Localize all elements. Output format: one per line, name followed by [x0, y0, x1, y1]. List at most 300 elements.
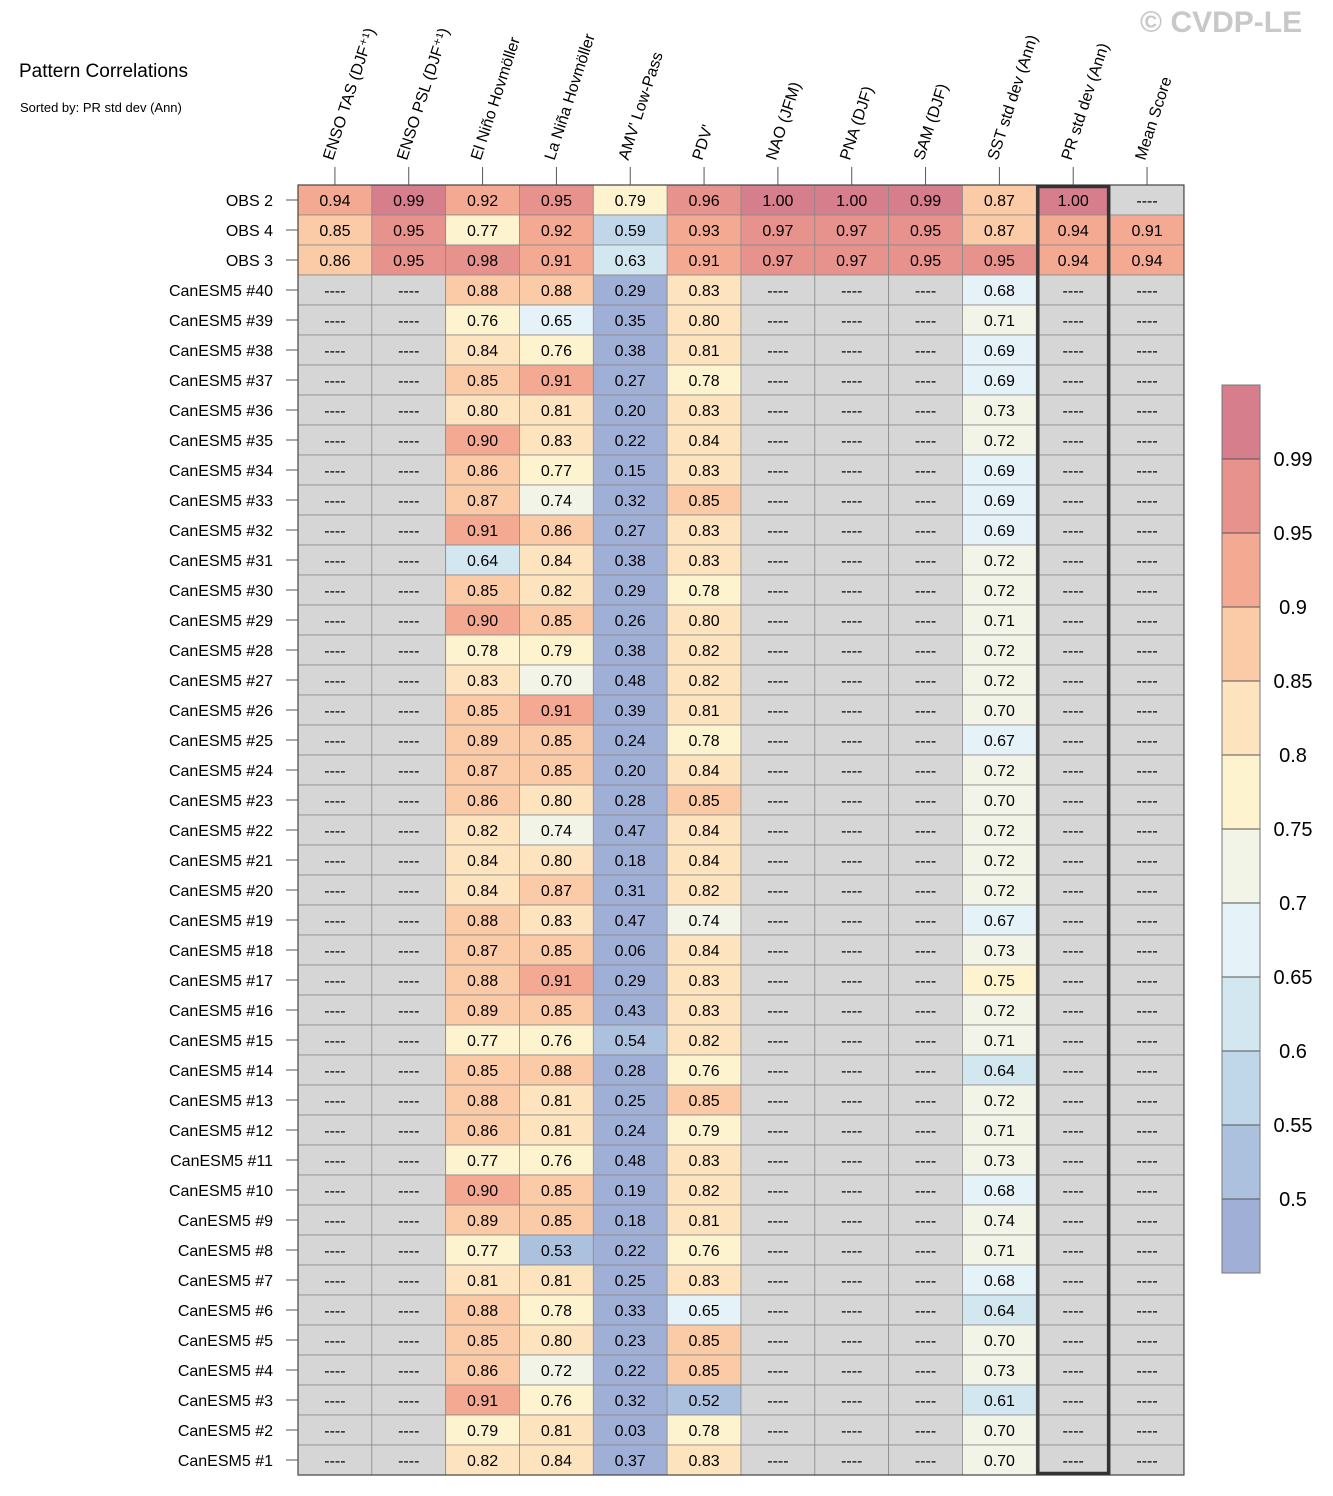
cell-value-label: ----: [1062, 883, 1084, 900]
cell-value-label: ----: [767, 973, 789, 990]
cell-value-label: ----: [841, 373, 863, 390]
cell-value-label: 0.54: [614, 1033, 646, 1050]
cell-value-label: ----: [398, 703, 420, 720]
cell-value-label: 0.87: [540, 883, 572, 900]
cell-value-label: ----: [324, 853, 346, 870]
cell-value-label: ----: [767, 403, 789, 420]
cell-value-label: ----: [324, 583, 346, 600]
cell-value-label: 1.00: [836, 193, 868, 210]
cell-value-label: ----: [324, 553, 346, 570]
cell-value-label: 0.68: [983, 1273, 1015, 1290]
row-label: CanESM5 #14: [168, 1063, 273, 1080]
cell-value-label: ----: [1062, 1123, 1084, 1140]
cell-value-label: ----: [1062, 1303, 1084, 1320]
cell-value-label: 1.00: [1057, 193, 1089, 210]
cell-value-label: ----: [324, 1063, 346, 1080]
cell-value-label: 0.85: [688, 793, 720, 810]
cell-value-label: 0.80: [688, 313, 720, 330]
cell-value-label: 0.27: [614, 373, 646, 390]
row-label: CanESM5 #23: [168, 793, 273, 810]
cell-value-label: ----: [767, 1303, 789, 1320]
cell-value-label: 0.24: [614, 733, 646, 750]
row-label: CanESM5 #37: [168, 373, 273, 390]
cell-value-label: ----: [841, 1273, 863, 1290]
cell-value-label: 0.97: [762, 253, 794, 270]
cell-value-label: ----: [841, 1033, 863, 1050]
cell-value-label: ----: [1136, 1303, 1158, 1320]
cell-value-label: ----: [1062, 1423, 1084, 1440]
cell-value-label: ----: [767, 1123, 789, 1140]
cell-value-label: 0.85: [467, 1063, 499, 1080]
colorbar-swatch: [1222, 385, 1260, 459]
cell-value-label: ----: [914, 1333, 937, 1350]
cell-value-label: ----: [398, 643, 420, 660]
cell-value-label: ----: [1062, 403, 1084, 420]
row-label: CanESM5 #33: [168, 493, 273, 510]
cell-value-label: 0.79: [688, 1123, 720, 1140]
cell-value-label: ----: [398, 553, 420, 570]
row-label: CanESM5 #29: [168, 613, 273, 630]
cell-value-label: 0.72: [983, 1003, 1015, 1020]
cell-value-label: ----: [1136, 733, 1158, 750]
cell-value-label: ----: [398, 943, 420, 960]
row-label: CanESM5 #3: [177, 1393, 273, 1410]
cell-value-label: 0.63: [614, 253, 646, 270]
cell-value-label: ----: [767, 553, 789, 570]
row-label: CanESM5 #22: [168, 823, 273, 840]
cell-value-label: ----: [324, 673, 346, 690]
cell-value-label: 0.73: [983, 943, 1015, 960]
cell-value-label: 0.69: [983, 523, 1015, 540]
row-label: CanESM5 #12: [168, 1123, 273, 1140]
cell-value-label: 0.85: [540, 733, 572, 750]
cell-value-label: ----: [914, 433, 937, 450]
cell-value-label: 0.88: [467, 283, 499, 300]
column-label: PNA (DJF): [837, 84, 878, 163]
cell-value-label: 0.85: [319, 223, 351, 240]
cell-value-label: 0.83: [688, 403, 720, 420]
cell-value-label: ----: [914, 343, 937, 360]
colorbar-tick-label: 0.99: [1273, 449, 1313, 471]
cell-value-label: ----: [841, 673, 863, 690]
cell-value-label: ----: [1062, 433, 1084, 450]
cell-value-label: 0.28: [614, 793, 646, 810]
cell-value-label: 0.80: [467, 403, 499, 420]
cell-value-label: ----: [324, 1213, 346, 1230]
cell-value-label: ----: [398, 793, 420, 810]
cell-value-label: 0.99: [393, 193, 425, 210]
row-label: CanESM5 #2: [177, 1423, 273, 1440]
cell-value-label: 0.95: [909, 223, 942, 240]
colorbar-swatch: [1222, 829, 1260, 903]
colorbar-tick-label: 0.55: [1273, 1115, 1313, 1137]
cell-value-label: ----: [398, 1303, 420, 1320]
cell-value-label: 0.83: [688, 1273, 720, 1290]
cell-value-label: ----: [1136, 283, 1158, 300]
cell-value-label: ----: [767, 283, 789, 300]
cell-value-label: ----: [841, 1003, 863, 1020]
cell-value-label: 0.84: [540, 1453, 572, 1470]
colorbar-swatch: [1222, 977, 1260, 1051]
cell-value-label: 0.19: [614, 1183, 646, 1200]
cell-value-label: ----: [914, 463, 937, 480]
cell-value-label: ----: [398, 973, 420, 990]
cell-value-label: ----: [398, 583, 420, 600]
cell-value-label: ----: [324, 883, 346, 900]
chart-title: Pattern Correlations: [19, 61, 188, 82]
cell-value-label: 0.31: [614, 883, 646, 900]
cell-value-label: 0.53: [540, 1243, 572, 1260]
row-label: CanESM5 #27: [168, 673, 273, 690]
cell-value-label: ----: [914, 283, 937, 300]
cell-value-label: ----: [841, 613, 863, 630]
cell-value-label: 0.47: [614, 823, 646, 840]
cell-value-label: ----: [1062, 1453, 1084, 1470]
row-label: CanESM5 #30: [168, 583, 273, 600]
cell-value-label: ----: [914, 1363, 937, 1380]
cell-value-label: ----: [398, 1063, 420, 1080]
cell-value-label: ----: [914, 793, 937, 810]
cell-value-label: ----: [841, 583, 863, 600]
cell-value-label: 0.83: [688, 523, 720, 540]
cell-value-label: ----: [767, 373, 789, 390]
cell-value-label: 0.20: [614, 763, 646, 780]
cell-value-label: ----: [767, 673, 789, 690]
colorbar-swatch: [1222, 681, 1260, 755]
cell-value-label: 0.91: [540, 373, 572, 390]
cell-value-label: ----: [1062, 313, 1084, 330]
cell-value-label: ----: [914, 583, 937, 600]
cell-value-label: ----: [1136, 1273, 1158, 1290]
cell-value-label: ----: [1136, 613, 1158, 630]
cell-value-label: 0.29: [614, 973, 646, 990]
cell-value-label: 0.84: [688, 763, 720, 780]
cell-value-label: ----: [398, 283, 420, 300]
cell-value-label: 0.82: [688, 643, 720, 660]
cell-value-label: ----: [1062, 1393, 1084, 1410]
cell-value-label: ----: [1136, 493, 1158, 510]
cell-value-label: 0.78: [688, 733, 720, 750]
cell-value-label: ----: [324, 1093, 346, 1110]
row-label: CanESM5 #31: [168, 553, 273, 570]
cell-value-label: 0.68: [983, 1183, 1015, 1200]
cell-value-label: ----: [767, 523, 789, 540]
cell-value-label: ----: [398, 913, 420, 930]
cell-value-label: ----: [1136, 943, 1158, 960]
row-label: CanESM5 #21: [168, 853, 273, 870]
cell-value-label: 0.84: [467, 853, 499, 870]
cell-value-label: ----: [1136, 313, 1158, 330]
column-label: Mean Score: [1132, 74, 1176, 163]
cell-value-label: 0.82: [688, 1183, 720, 1200]
cell-value-label: 0.70: [983, 1333, 1015, 1350]
row-label: OBS 2: [225, 193, 273, 210]
cell-value-label: ----: [398, 1123, 420, 1140]
cell-value-label: 0.72: [983, 883, 1015, 900]
cell-value-label: 0.76: [540, 1033, 572, 1050]
colorbar-tick-label: 0.65: [1273, 967, 1313, 989]
cell-value-label: ----: [324, 373, 346, 390]
cell-value-label: ----: [767, 583, 789, 600]
cell-value-label: 0.85: [467, 583, 499, 600]
cell-value-label: 0.81: [540, 1093, 572, 1110]
cell-value-label: 0.85: [540, 1213, 572, 1230]
cell-value-label: 0.86: [467, 463, 499, 480]
cell-value-label: 0.85: [540, 943, 572, 960]
cell-value-label: ----: [914, 553, 937, 570]
colorbar-swatch: [1222, 903, 1260, 977]
row-label: CanESM5 #11: [170, 1153, 273, 1170]
cell-value-label: 0.85: [688, 1093, 720, 1110]
cell-value-label: 0.26: [614, 613, 646, 630]
cell-value-label: 0.71: [983, 313, 1015, 330]
column-label: El Niño Hovmöller: [468, 35, 524, 163]
cell-value-label: 0.38: [614, 343, 646, 360]
cell-value-label: 0.59: [614, 223, 646, 240]
cell-value-label: 0.90: [467, 1183, 499, 1200]
cell-value-label: ----: [767, 913, 789, 930]
cell-value-label: ----: [1062, 1363, 1084, 1380]
cell-value-label: 1.00: [762, 193, 794, 210]
cell-value-label: 0.92: [467, 193, 499, 210]
colorbar-swatch: [1222, 1051, 1260, 1125]
cell-value-label: ----: [914, 493, 937, 510]
cell-value-label: ----: [767, 1153, 789, 1170]
cell-value-label: ----: [767, 793, 789, 810]
cell-value-label: 0.83: [688, 973, 720, 990]
cell-value-label: ----: [914, 703, 937, 720]
cell-value-label: 0.76: [540, 343, 572, 360]
row-label: CanESM5 #6: [177, 1303, 273, 1320]
cell-value-label: ----: [324, 1393, 346, 1410]
cell-value-label: ----: [324, 1363, 346, 1380]
cell-value-label: ----: [841, 943, 863, 960]
cell-value-label: 0.32: [614, 493, 646, 510]
cell-value-label: ----: [841, 493, 863, 510]
cell-value-label: ----: [1136, 1003, 1158, 1020]
cell-value-label: ----: [324, 823, 346, 840]
cell-value-label: 0.64: [467, 553, 499, 570]
cell-value-label: 0.38: [614, 643, 646, 660]
cell-value-label: 0.84: [688, 433, 720, 450]
cell-value-label: ----: [324, 523, 346, 540]
cell-value-label: 0.15: [614, 463, 646, 480]
cell-value-label: ----: [1136, 793, 1158, 810]
cell-value-label: ----: [841, 883, 863, 900]
cell-value-label: ----: [767, 1333, 789, 1350]
cell-value-label: 0.78: [467, 643, 499, 660]
cell-value-label: ----: [1136, 703, 1158, 720]
cell-value-label: ----: [1136, 1153, 1158, 1170]
cell-value-label: ----: [767, 643, 789, 660]
cell-value-label: 0.72: [983, 763, 1015, 780]
row-label: CanESM5 #26: [168, 703, 273, 720]
cell-value-label: ----: [398, 1213, 420, 1230]
cell-value-label: ----: [1136, 1183, 1158, 1200]
row-label: CanESM5 #38: [168, 343, 273, 360]
cell-value-label: ----: [324, 403, 346, 420]
cell-value-label: ----: [398, 853, 420, 870]
cell-value-label: ----: [1136, 1333, 1158, 1350]
cell-value-label: 0.80: [540, 853, 572, 870]
cell-value-label: 0.75: [983, 973, 1015, 990]
row-label: CanESM5 #24: [168, 763, 273, 780]
cell-value-label: ----: [324, 283, 346, 300]
cell-value-label: 0.97: [762, 223, 794, 240]
cell-value-label: 0.82: [688, 673, 720, 690]
cell-value-label: ----: [398, 493, 420, 510]
colorbar-tick-label: 0.95: [1273, 523, 1313, 545]
cell-value-label: 0.70: [983, 793, 1015, 810]
cell-value-label: 0.71: [983, 613, 1015, 630]
row-label: CanESM5 #10: [168, 1183, 273, 1200]
cell-value-label: ----: [398, 1003, 420, 1020]
cell-value-label: 0.85: [467, 1333, 499, 1350]
cell-value-label: ----: [398, 1393, 420, 1410]
cell-value-label: 0.97: [836, 223, 868, 240]
cell-value-label: ----: [324, 1033, 346, 1050]
cell-value-label: 0.95: [540, 193, 572, 210]
cell-value-label: ----: [1062, 853, 1084, 870]
cell-value-label: 0.76: [688, 1243, 720, 1260]
cell-value-label: ----: [914, 943, 937, 960]
cell-value-label: 0.85: [688, 1363, 720, 1380]
column-label: La Niña Hovmöller: [542, 31, 599, 163]
cell-value-label: 0.94: [1057, 223, 1089, 240]
cell-value-label: 0.88: [467, 973, 499, 990]
cell-value-label: ----: [398, 823, 420, 840]
cell-value-label: ----: [324, 763, 346, 780]
cell-value-label: 0.89: [467, 733, 499, 750]
cell-value-label: 0.18: [614, 1213, 646, 1230]
cell-value-label: ----: [398, 673, 420, 690]
cell-value-label: ----: [1062, 943, 1084, 960]
cell-value-label: ----: [841, 433, 863, 450]
cell-value-label: ----: [841, 853, 863, 870]
cell-value-label: ----: [841, 1453, 863, 1470]
cell-value-label: ----: [1136, 1093, 1158, 1110]
cell-value-label: 0.91: [540, 973, 572, 990]
cell-value-label: ----: [1136, 643, 1158, 660]
cell-value-label: ----: [1136, 1063, 1158, 1080]
cell-value-label: ----: [914, 883, 937, 900]
row-label: CanESM5 #15: [168, 1033, 273, 1050]
cell-value-label: 0.69: [983, 373, 1015, 390]
cell-value-label: ----: [914, 613, 937, 630]
cell-value-label: ----: [767, 1423, 789, 1440]
cell-value-label: ----: [914, 1453, 937, 1470]
cell-value-label: ----: [1136, 1423, 1158, 1440]
cell-value-label: 0.81: [540, 1423, 572, 1440]
cell-value-label: ----: [841, 703, 863, 720]
cell-value-label: 0.80: [540, 793, 572, 810]
cell-value-label: 0.43: [614, 1003, 646, 1020]
cell-value-label: ----: [767, 853, 789, 870]
cell-value-label: 0.83: [688, 1153, 720, 1170]
cell-value-label: 0.27: [614, 523, 646, 540]
cell-value-label: 0.80: [540, 1333, 572, 1350]
cell-value-label: 0.22: [614, 1363, 646, 1380]
column-label: PR std dev (Ann): [1058, 41, 1113, 163]
cell-value-label: ----: [324, 463, 346, 480]
row-label: CanESM5 #5: [177, 1333, 273, 1350]
cell-value-label: ----: [841, 793, 863, 810]
cell-value-label: 0.69: [983, 493, 1015, 510]
cell-value-label: ----: [767, 313, 789, 330]
cell-value-label: 0.88: [467, 913, 499, 930]
cell-value-label: ----: [1062, 703, 1084, 720]
cell-value-label: 0.84: [688, 853, 720, 870]
colorbar-swatch: [1222, 1199, 1260, 1273]
cell-value-label: ----: [841, 313, 863, 330]
cell-value-label: 0.90: [467, 433, 499, 450]
colorbar-tick-label: 0.5: [1279, 1189, 1307, 1211]
column-label: PDV': [689, 122, 717, 163]
cell-value-label: 0.91: [1131, 223, 1163, 240]
cell-value-label: 0.88: [540, 1063, 572, 1080]
cell-value-label: 0.73: [983, 1153, 1015, 1170]
cell-value-label: ----: [324, 313, 346, 330]
cell-value-label: 0.85: [540, 1003, 572, 1020]
cell-value-label: ----: [914, 1183, 937, 1200]
cell-value-label: ----: [398, 1093, 420, 1110]
cell-value-label: ----: [841, 1153, 863, 1170]
cell-value-label: ----: [767, 1033, 789, 1050]
cell-value-label: 0.94: [319, 193, 351, 210]
cell-value-label: ----: [767, 1183, 789, 1200]
cell-value-label: 0.84: [540, 553, 572, 570]
cell-value-label: ----: [1136, 973, 1158, 990]
cell-value-label: ----: [841, 1333, 863, 1350]
cell-value-label: ----: [841, 733, 863, 750]
cell-value-label: ----: [1062, 1273, 1084, 1290]
cell-value-label: ----: [1136, 1033, 1158, 1050]
row-label: CanESM5 #28: [168, 643, 273, 660]
cell-value-label: ----: [1062, 733, 1084, 750]
cell-value-label: 0.25: [614, 1273, 646, 1290]
cell-value-label: 0.91: [467, 523, 499, 540]
cell-value-label: ----: [914, 1123, 937, 1140]
cell-value-label: ----: [767, 1213, 789, 1230]
cell-value-label: ----: [841, 973, 863, 990]
cell-value-label: ----: [767, 1453, 789, 1470]
cell-value-label: 0.78: [688, 583, 720, 600]
cell-value-label: 0.72: [983, 673, 1015, 690]
cell-value-label: ----: [767, 1273, 789, 1290]
cell-value-label: ----: [914, 1153, 937, 1170]
cell-value-label: ----: [1136, 823, 1158, 840]
cell-value-label: 0.76: [688, 1063, 720, 1080]
row-label: CanESM5 #25: [168, 733, 273, 750]
cell-value-label: 0.88: [467, 1093, 499, 1110]
cell-value-label: 0.88: [540, 283, 572, 300]
cell-value-label: ----: [914, 913, 937, 930]
cell-value-label: 0.87: [983, 223, 1015, 240]
cell-value-label: ----: [1136, 193, 1158, 210]
row-label: CanESM5 #32: [168, 523, 273, 540]
row-label: CanESM5 #36: [168, 403, 273, 420]
cell-value-label: ----: [1062, 463, 1084, 480]
cell-value-label: 0.81: [688, 343, 720, 360]
cell-value-label: ----: [914, 1033, 937, 1050]
cell-value-label: ----: [398, 733, 420, 750]
cell-value-label: 0.74: [540, 823, 572, 840]
cell-value-label: 0.76: [540, 1153, 572, 1170]
cell-value-label: ----: [398, 343, 420, 360]
cell-value-label: ----: [914, 1393, 937, 1410]
cell-value-label: 0.33: [614, 1303, 646, 1320]
cell-value-label: 0.28: [614, 1063, 646, 1080]
